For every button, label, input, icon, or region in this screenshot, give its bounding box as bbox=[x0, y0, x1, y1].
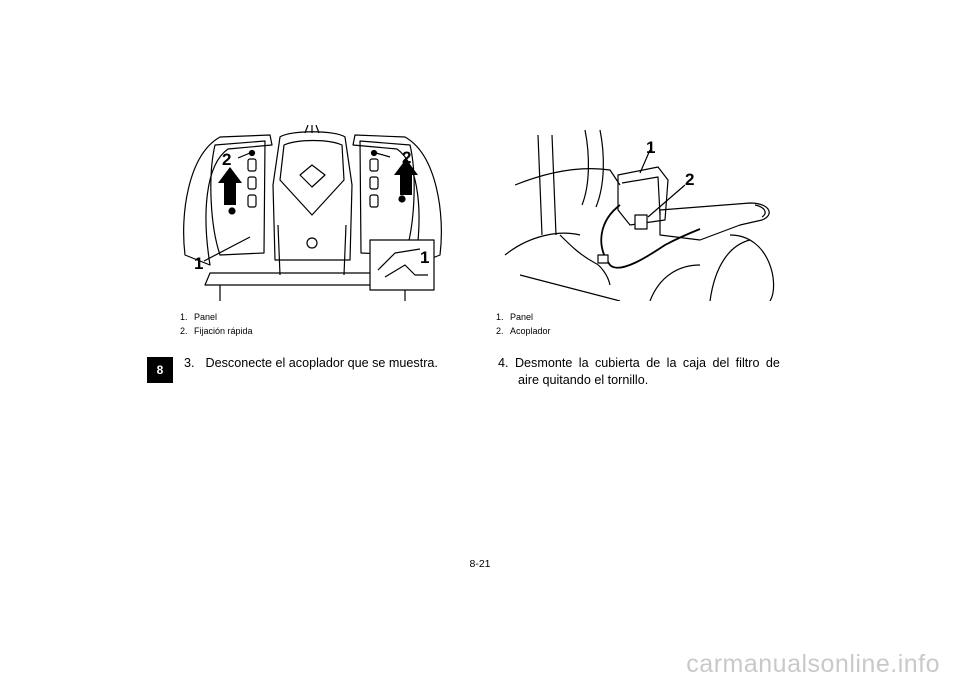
instruction-step-3 bbox=[184, 355, 446, 372]
step-line: aire quitando el tornillo. bbox=[518, 373, 649, 387]
chapter-tab: 8 bbox=[147, 357, 173, 383]
callout-2-coupler: 2 bbox=[685, 170, 695, 189]
step-word: filtro bbox=[735, 356, 760, 370]
figure-coupler-area bbox=[500, 125, 780, 301]
legend-item bbox=[496, 310, 551, 324]
callout-1-panel: 1 bbox=[646, 138, 656, 157]
figure-atv-front-panel bbox=[180, 125, 445, 301]
legend-number: 2. bbox=[180, 326, 188, 336]
legend-text: Fijación rápida bbox=[194, 326, 253, 336]
legend-text: Acoplador bbox=[510, 326, 551, 336]
legend-text: Panel bbox=[510, 312, 534, 322]
step-text: Desconecte el acoplador que se muestra. bbox=[205, 356, 438, 370]
step-word: caja bbox=[682, 356, 707, 370]
page-number: 8-21 bbox=[469, 558, 491, 570]
instruction-step-4 bbox=[498, 355, 780, 389]
legend-item bbox=[180, 324, 253, 338]
step-line bbox=[498, 355, 780, 372]
legend-number: 2. bbox=[496, 326, 504, 336]
legend-item bbox=[180, 310, 253, 324]
atv-front-illustration bbox=[180, 125, 445, 301]
coupler-illustration bbox=[500, 125, 780, 301]
lift-arrow-icon bbox=[218, 167, 242, 205]
callout-2-right: 2 bbox=[402, 148, 412, 167]
legend-right bbox=[496, 310, 551, 338]
legend-number: 1. bbox=[180, 312, 188, 322]
step-word: cubierta bbox=[595, 356, 640, 370]
legend-number: 1. bbox=[496, 312, 504, 322]
step-word: la bbox=[666, 356, 677, 370]
callout-1-inset: 1 bbox=[420, 248, 430, 267]
step-word: del bbox=[712, 356, 730, 370]
step-number: 3. bbox=[184, 356, 195, 370]
step-word: de bbox=[765, 356, 780, 370]
step-word: Desmonte bbox=[514, 356, 573, 370]
step-number: 4. bbox=[498, 356, 509, 370]
callout-1-left: 1 bbox=[194, 254, 204, 273]
legend-left bbox=[180, 310, 253, 338]
legend-text: Panel bbox=[194, 312, 218, 322]
callout-2-left: 2 bbox=[222, 150, 232, 169]
legend-item bbox=[496, 324, 551, 338]
watermark: carmanualsonline.info bbox=[686, 650, 940, 678]
step-word: la bbox=[578, 356, 589, 370]
step-word: de bbox=[646, 356, 661, 370]
